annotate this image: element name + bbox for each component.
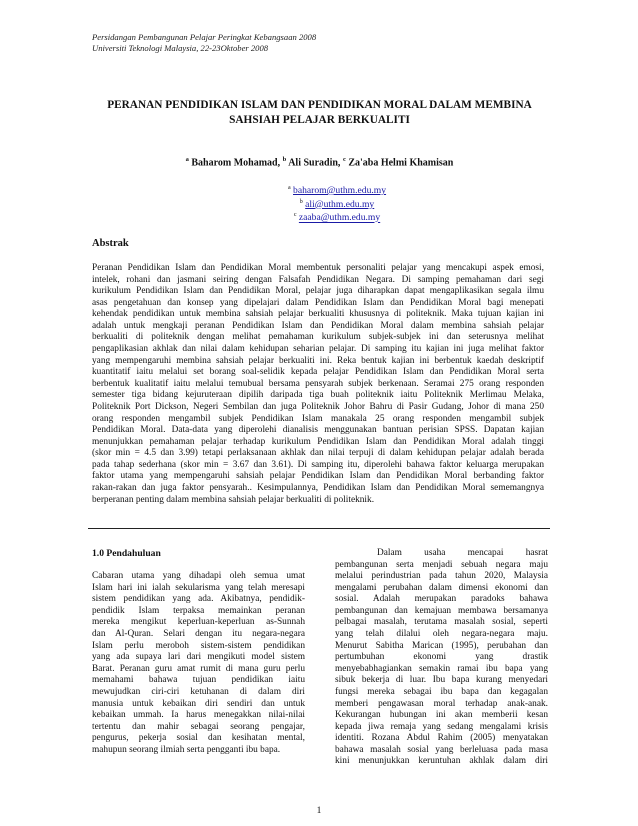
email-link[interactable]: ali@uthm.edu.my	[305, 198, 375, 210]
text-line: berperanan penting dalam membina sahsiah pelajar berkualiti di politeknik.	[92, 494, 375, 505]
author-mark: b	[282, 156, 287, 163]
text-line: sistem pendidikan yang ada. Akibatnya, pendidik-	[92, 594, 305, 605]
text-line: semester tiga bidang kejuruteraan dipilih daripada tiga buah politeknik iaitu Politeknik Merlimau Melaka,	[92, 390, 544, 401]
text-line: Pendidikan Moral. Data-data yang diperolehi dianalisis menggunakan bantuan perisian SPSS. Dapatan kajian	[92, 425, 544, 436]
text-line: orang responden mengambil subjek Pendidikan Islam manakala 25 orang responden mengambil subjek	[92, 413, 544, 424]
text-line: memahami bahawa tujuan pendidikan iaitu	[92, 675, 305, 686]
email-link[interactable]: baharom@uthm.edu.my	[293, 185, 387, 197]
text-line: mahupun seorang ilmiah serta pengganti ibu bapa.	[92, 744, 281, 755]
left-column	[92, 548, 305, 756]
text-line: Peranan Pendidikan Islam dan Pendidikan Moral membentuk personaliti pelajar yang mencakupi aspek emosi,	[92, 263, 544, 273]
email-mark: a	[287, 185, 291, 191]
text-line: Politeknik Port Dickson, Negeri Sembilan dan juga Politeknik Johor Bahru di Pasir Gudang, Johor di mana 250	[92, 401, 544, 412]
email-mark: b	[299, 198, 303, 205]
text-line: Dalam usaha mencapai hasrat	[377, 548, 548, 558]
text-line: asas pengetahuan dan konsep yang dipelajari dalam Pendidikan Islam dan Pendidikan Moral bagi menepati	[92, 297, 544, 308]
text-line: sibuk bekerja di luar. Ibu bapa kurang menyedari	[335, 675, 548, 686]
title-line-2: SAHSIAH PELAJAR BERKUALITI	[229, 113, 410, 126]
text-line: kehendak pendidikan untuk membina sahsiah pelajar berkualiti khususnya di politeknik. Maka tujuan kajian ini	[92, 309, 544, 320]
text-line: mewujudkan ciri-ciri ketuhanan di dalam diri	[92, 686, 305, 697]
text-line: rakan-rakan dan juga faktor pensyarah.. Kesimpulannya, Pendidikan Islam dan Pendidikan Moral sememangnya	[92, 482, 544, 493]
author-mark: a	[185, 156, 189, 163]
text-line: pembangunan dan kemajuan membawa bersamanya	[335, 605, 548, 616]
email-link[interactable]: zaaba@uthm.edu.my	[298, 212, 381, 224]
paper-title	[92, 98, 547, 127]
text-line: pendidik Islam terpaksa memainkan peranan	[92, 605, 305, 616]
author-name: Ali Suradin,	[288, 157, 341, 169]
text-line: mengalami perubahan dalam dimensi ekonomi dan	[335, 582, 548, 593]
text-line: kuantitatif iaitu melalui set borang soal-selidik kepada pelajar Pendidikan Islam dan Pendidikan Moral serta	[92, 367, 544, 378]
text-line: Cabaran utama yang dihadapi oleh semua umat	[92, 571, 305, 582]
text-line: pengurus, pekerja sosial dan kesihatan mental,	[92, 733, 305, 744]
author-name: Za'aba Helmi Khamisan	[348, 157, 454, 169]
text-line: pada tahap sederhana (skor min = 3.67 dan 3.61). Di samping itu, diperolehi bahawa faktor keluarga merupakan	[92, 459, 544, 470]
text-line: menyebabhagiankan semakin ramai ibu bapa yang	[335, 663, 548, 674]
text-line: kurikulum Pendidikan Islam dan Pendidikan Moral, pelajar juga diharapkan dapat mengaplikasikan segala ilmu	[92, 286, 544, 297]
conference-name: Persidangan Pembangunan Pelajar Peringkat Kebangsaan 2008	[92, 32, 317, 42]
conference-venue: Universiti Teknologi Malaysia, 22-23Oktober 2008	[92, 43, 269, 53]
text-line: kini menunjukkan keruntuhan akhlak dalam diri	[335, 756, 548, 767]
title-line-1: PERANAN PENDIDIKAN ISLAM DAN PENDIDIKAN MORAL DALAM MEMBINA	[107, 99, 532, 111]
text-line: berbentuk kualitatif iaitu melalui temubual bersama pensyarah subjek berkenaan. Seramai 275 orang responden	[92, 378, 544, 389]
running-header	[92, 32, 316, 54]
author-list	[92, 156, 547, 168]
text-line: pertumbuhan ekonomi yang drastik	[335, 652, 548, 663]
email-line	[262, 197, 412, 211]
text-line: menunjukkan pemahaman pelajar terhadap kurikulum Pendidikan Islam dan Pendidikan Moral adalah tinggi	[92, 436, 544, 447]
text-line: yang telah dilalui oleh negara-negara maju.	[335, 629, 548, 640]
text-line: mereka mengikut keperluan-keperluan as-Sunnah	[92, 617, 305, 628]
left-column-text	[92, 571, 305, 756]
author-mark: c	[342, 156, 346, 163]
text-line: Islam perlu meroboh sistem-sistem pendidikan	[92, 640, 305, 651]
text-line: Islam hari ini ialah sekularisma yang telah meresapi	[92, 582, 305, 593]
text-line: dan Al-Quran. Selari dengan itu negara-negara	[92, 629, 305, 640]
email-line	[262, 183, 412, 197]
text-line: Kekurangan hubungan ini akan memberii kesan	[335, 710, 548, 721]
text-line: bahawa masalah sosial yang berleluasa pada masa	[335, 744, 548, 755]
text-line: berkualiti di politeknik dengan melihat pemahaman kurikulum subjek-subjek ini dan seterusnya melihat	[92, 332, 544, 343]
text-line: memberi pengawasan moral terhadap anak-anak.	[335, 698, 548, 709]
text-line: manusia untuk kebaikan diri sendiri dan untuk	[92, 698, 305, 709]
text-line: Menurut Sabitha Marican (1995), perubahan dan	[335, 640, 548, 651]
text-line: intelek, rohani dan jasmani seiring dengan Falsafah Pendidikan Negara. Di samping pemahaman dari segi	[92, 274, 544, 285]
abstract-heading: Abstrak	[92, 238, 129, 249]
text-line: Barat. Peranan guru amat rumit di mana guru perlu	[92, 663, 305, 674]
text-line: melalui perindustrian pada tahun 2020, Malaysia	[335, 571, 548, 582]
text-line: pengaplikasian akhlak dan nilai dalam kehidupan seharian pelajar. Di samping itu kajian ini juga melihat faktor	[92, 344, 544, 355]
text-line: kepada jiwa remaja yang sedang mengalami krisis	[335, 721, 548, 732]
section-divider	[88, 528, 550, 529]
text-line: tertentu dan mahir sebagai seorang pengajar,	[92, 721, 305, 732]
right-column-text	[335, 548, 548, 768]
section-heading: 1.0 Pendahuluan	[92, 548, 161, 559]
text-line: (skor min = 4.5 dan 3.99) tetapi perlaksanaan akhlak dan nilai terpuji di dalam kehidupan pelajar adalah berada	[92, 448, 544, 459]
abstract-body	[92, 263, 544, 506]
author-name: Baharom Mohamad,	[191, 157, 281, 169]
text-line: yang ada supaya lari dari mengikuti model sistem	[92, 652, 305, 663]
text-line: pembangunan serta menjadi sebuah negara maju	[335, 559, 548, 570]
text-line: faktor utama yang mempengaruhi sahsiah pelajar Pendidikan Islam dan Pendidikan Moral berbanding faktor	[92, 471, 544, 482]
right-column	[335, 548, 548, 768]
text-line: fungsi mereka sebagai ibu bapa dan kegagalan	[335, 686, 548, 697]
text-line: sosial. Adalah merupakan paradoks bahawa	[335, 594, 548, 605]
text-line: adalah untuk mengkaji peranan Pendidikan Islam dan Pendidikan Moral dalam membina sahsiah pelajar	[92, 320, 544, 331]
author-emails	[262, 183, 412, 224]
email-line	[262, 210, 412, 224]
page-number: 1	[316, 806, 322, 816]
text-line: identiti. Rozana Abdul Rahim (2005) menyatakan	[335, 733, 548, 744]
text-line: kebaikan ummah. Ia harus menegakkan nilai-nilai	[92, 710, 305, 721]
text-line: pelbagai masalah, terutama masalah sosial, seperti	[335, 617, 548, 628]
email-mark: c	[293, 212, 297, 219]
text-line: yang mempengaruhi membina sahsiah pelajar berkualiti ini. Reka bentuk kajian ini berbentuk kaedah deskriptif	[92, 355, 544, 366]
